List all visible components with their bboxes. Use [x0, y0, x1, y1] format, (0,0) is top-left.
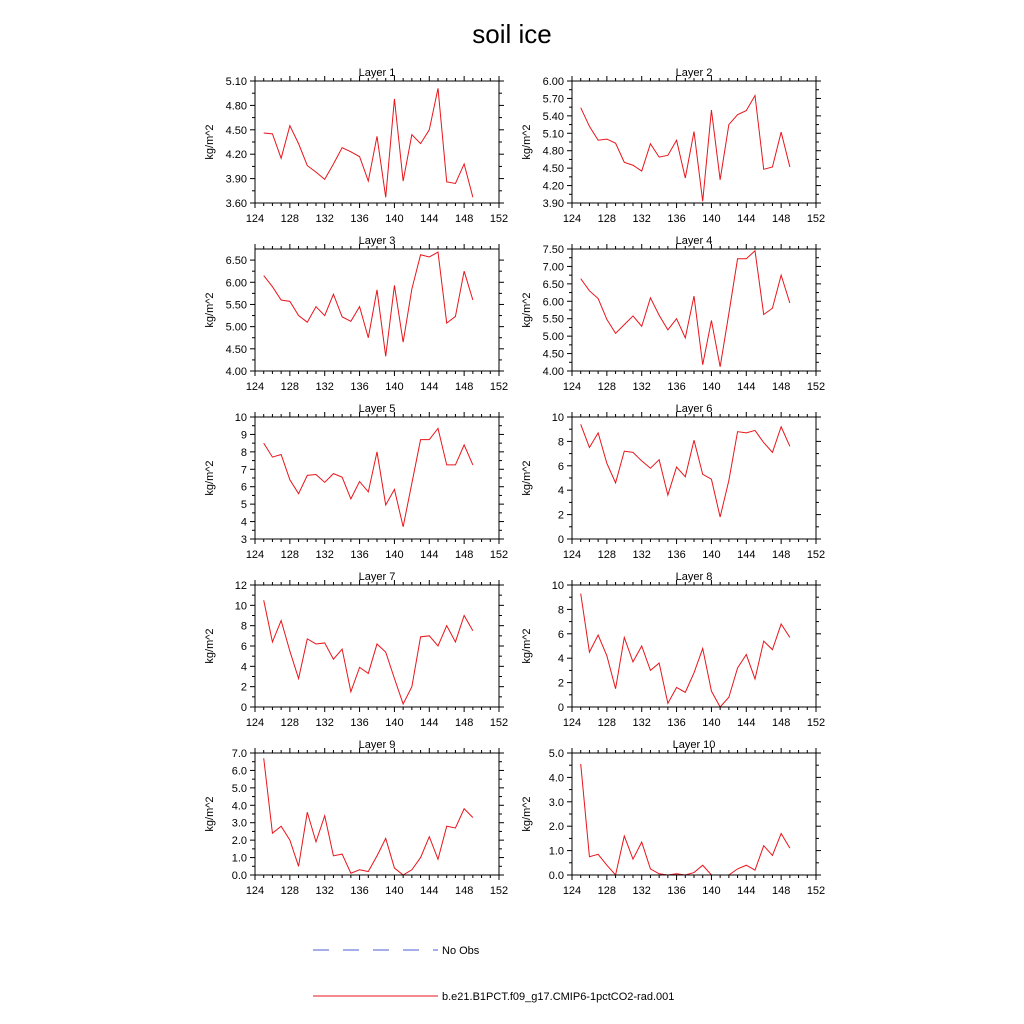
- x-tick-label: 124: [562, 717, 582, 729]
- series-line-layer-4: [581, 251, 790, 367]
- panel-title-layer-1: Layer 1: [358, 67, 396, 79]
- y-tick-label: 5.40: [542, 110, 564, 123]
- y-tick-label: 7.50: [542, 244, 564, 256]
- y-tick-label: 7.0: [231, 748, 247, 760]
- x-tick-label: 152: [489, 885, 509, 897]
- y-tick-label: 6: [240, 481, 247, 494]
- y-tick-label: 2: [557, 677, 564, 690]
- plot-frame-layer-2: [572, 81, 816, 203]
- y-tick-label: 6.00: [542, 76, 564, 88]
- x-tick-label: 136: [667, 549, 686, 561]
- x-tick-label: 152: [489, 381, 509, 393]
- x-tick-label: 144: [737, 549, 756, 561]
- y-tick-label: 8: [240, 446, 247, 459]
- x-tick-label: 140: [385, 717, 404, 729]
- panel-title-layer-2: Layer 2: [675, 67, 713, 79]
- x-tick-label: 128: [280, 213, 300, 225]
- plot-frame-layer-5: [255, 417, 499, 539]
- x-tick-label: 140: [702, 885, 721, 897]
- x-tick-label: 144: [420, 213, 439, 225]
- x-tick-label: 148: [454, 717, 474, 729]
- y-tick-label: 0.0: [231, 870, 247, 882]
- x-tick-label: 144: [420, 885, 439, 897]
- x-tick-label: 124: [562, 549, 582, 561]
- x-tick-label: 128: [280, 717, 300, 729]
- x-tick-label: 128: [597, 717, 617, 729]
- x-tick-label: 132: [315, 549, 334, 561]
- panel-layer-8: [521, 571, 825, 729]
- x-tick-label: 152: [806, 717, 826, 729]
- x-tick-label: 144: [737, 885, 756, 897]
- x-tick-label: 152: [489, 213, 509, 225]
- panel-layer-1: [204, 67, 508, 225]
- x-tick-label: 148: [771, 717, 791, 729]
- plot-frame-layer-8: [572, 585, 816, 707]
- y-axis-label-layer-5: kg/m^2: [204, 460, 216, 496]
- panel-title-layer-8: Layer 8: [675, 571, 713, 583]
- y-tick-label: 4.0: [548, 772, 564, 785]
- y-tick-label: 7.00: [542, 261, 564, 274]
- y-tick-label: 1.0: [548, 845, 564, 858]
- x-tick-label: 128: [597, 549, 617, 561]
- y-tick-label: 4.00: [225, 366, 247, 378]
- panel-layer-6: [521, 403, 825, 561]
- panel-layer-9: [204, 739, 508, 897]
- x-tick-label: 144: [737, 381, 756, 393]
- x-tick-label: 128: [597, 381, 617, 393]
- y-tick-label: 6.0: [231, 765, 247, 778]
- y-tick-label: 3.0: [548, 796, 564, 809]
- x-tick-label: 136: [667, 213, 686, 225]
- panel-layer-10: [521, 739, 825, 897]
- x-tick-label: 152: [806, 549, 826, 561]
- y-tick-label: 4.80: [225, 100, 247, 113]
- y-tick-label: 0: [557, 534, 564, 546]
- y-tick-label: 4.50: [542, 348, 564, 361]
- x-tick-label: 140: [702, 213, 721, 225]
- panel-layer-5: [204, 403, 508, 561]
- y-tick-label: 5.0: [231, 782, 247, 795]
- x-tick-label: 144: [420, 549, 439, 561]
- x-tick-label: 132: [315, 885, 334, 897]
- panel-layer-2: [521, 67, 825, 225]
- x-tick-label: 152: [806, 381, 826, 393]
- y-tick-label: 10: [234, 412, 247, 424]
- x-tick-label: 148: [771, 885, 791, 897]
- y-tick-label: 5.50: [225, 299, 247, 312]
- y-tick-label: 6.50: [542, 278, 564, 291]
- x-tick-label: 124: [245, 549, 265, 561]
- y-tick-label: 2: [557, 509, 564, 522]
- y-tick-label: 4.00: [542, 366, 564, 378]
- panel-title-layer-3: Layer 3: [358, 235, 396, 247]
- y-tick-label: 8: [557, 436, 564, 449]
- x-tick-label: 140: [702, 381, 721, 393]
- x-tick-label: 136: [350, 549, 369, 561]
- x-tick-label: 140: [385, 213, 404, 225]
- y-tick-label: 6.50: [225, 255, 247, 268]
- x-tick-label: 140: [702, 717, 721, 729]
- legend-no-obs-label: No Obs: [442, 945, 480, 957]
- x-tick-label: 132: [315, 381, 334, 393]
- y-tick-label: 5.00: [225, 321, 247, 334]
- panel-layer-3: [204, 235, 508, 393]
- x-tick-label: 124: [245, 885, 265, 897]
- plot-frame-layer-10: [572, 753, 816, 875]
- y-tick-label: 4.50: [225, 343, 247, 356]
- series-line-layer-3: [264, 252, 473, 356]
- x-tick-label: 144: [420, 381, 439, 393]
- x-tick-label: 128: [280, 381, 300, 393]
- x-tick-label: 132: [632, 549, 651, 561]
- plot-frame-layer-4: [572, 249, 816, 371]
- x-tick-label: 136: [350, 885, 369, 897]
- series-line-layer-5: [264, 428, 473, 526]
- y-axis-label-layer-1: kg/m^2: [204, 124, 216, 160]
- x-tick-label: 140: [385, 885, 404, 897]
- panel-layer-7: [204, 571, 508, 729]
- x-tick-label: 140: [385, 549, 404, 561]
- y-tick-label: 3.90: [542, 198, 564, 210]
- y-tick-label: 0.0: [548, 870, 564, 882]
- x-tick-label: 144: [737, 717, 756, 729]
- x-tick-label: 128: [280, 549, 300, 561]
- plot-frame-layer-6: [572, 417, 816, 539]
- series-line-layer-8: [581, 594, 790, 707]
- x-tick-label: 132: [315, 717, 334, 729]
- y-tick-label: 4.80: [542, 145, 564, 158]
- x-tick-label: 136: [350, 717, 369, 729]
- x-tick-label: 148: [771, 381, 791, 393]
- x-tick-label: 128: [280, 885, 300, 897]
- panel-title-layer-5: Layer 5: [358, 403, 396, 415]
- y-tick-label: 4: [557, 653, 564, 666]
- x-tick-label: 148: [454, 213, 474, 225]
- y-tick-label: 5.10: [225, 76, 247, 88]
- series-line-layer-7: [264, 600, 473, 704]
- panel-title-layer-10: Layer 10: [672, 739, 716, 751]
- y-tick-label: 4.50: [225, 124, 247, 137]
- panel-title-layer-4: Layer 4: [675, 235, 713, 247]
- x-tick-label: 136: [350, 213, 369, 225]
- panel-title-layer-7: Layer 7: [358, 571, 396, 583]
- y-tick-label: 3.0: [231, 817, 247, 830]
- x-tick-label: 148: [454, 885, 474, 897]
- x-tick-label: 124: [245, 381, 265, 393]
- y-tick-label: 10: [234, 600, 247, 613]
- x-tick-label: 148: [771, 213, 791, 225]
- x-tick-label: 132: [632, 717, 651, 729]
- y-axis-label-layer-10: kg/m^2: [521, 796, 533, 832]
- y-axis-label-layer-2: kg/m^2: [521, 124, 533, 160]
- y-tick-label: 8: [557, 604, 564, 617]
- y-tick-label: 5: [240, 499, 247, 512]
- x-tick-label: 132: [632, 213, 651, 225]
- y-tick-label: 2.0: [231, 835, 247, 848]
- x-tick-label: 140: [702, 549, 721, 561]
- series-line-layer-2: [581, 96, 790, 202]
- y-tick-label: 2: [240, 681, 247, 694]
- x-tick-label: 144: [737, 213, 756, 225]
- y-tick-label: 5.00: [542, 331, 564, 344]
- x-tick-label: 148: [454, 549, 474, 561]
- panels-grid: [204, 67, 825, 897]
- y-tick-label: 6: [557, 460, 564, 473]
- y-tick-label: 4: [240, 516, 247, 529]
- x-tick-label: 132: [632, 885, 651, 897]
- plot-frame-layer-7: [255, 585, 499, 707]
- y-axis-label-layer-3: kg/m^2: [204, 292, 216, 328]
- y-tick-label: 5.50: [542, 313, 564, 326]
- x-tick-label: 124: [562, 213, 582, 225]
- x-tick-label: 136: [667, 381, 686, 393]
- y-tick-label: 0: [240, 702, 247, 714]
- x-tick-label: 148: [454, 381, 474, 393]
- x-tick-label: 124: [245, 213, 265, 225]
- legend-model-label: b.e21.B1PCT.f09_g17.CMIP6-1pctCO2-rad.001: [442, 991, 675, 1003]
- x-tick-label: 128: [597, 213, 617, 225]
- y-tick-label: 4.20: [225, 149, 247, 162]
- y-tick-label: 5.0: [548, 748, 564, 760]
- y-axis-label-layer-4: kg/m^2: [521, 292, 533, 328]
- x-tick-label: 152: [489, 717, 509, 729]
- y-tick-label: 6: [557, 628, 564, 641]
- y-tick-label: 12: [234, 580, 247, 592]
- panel-title-layer-6: Layer 6: [675, 403, 713, 415]
- x-tick-label: 132: [632, 381, 651, 393]
- x-tick-label: 152: [489, 549, 509, 561]
- series-line-layer-9: [264, 758, 473, 875]
- y-tick-label: 6.00: [225, 277, 247, 290]
- y-tick-label: 9: [240, 429, 247, 442]
- y-tick-label: 2.0: [548, 821, 564, 834]
- y-tick-label: 5.70: [542, 93, 564, 106]
- y-tick-label: 4.50: [542, 163, 564, 176]
- series-line-layer-6: [581, 424, 790, 517]
- plot-frame-layer-3: [255, 249, 499, 371]
- y-tick-label: 0: [557, 702, 564, 714]
- series-line-layer-1: [264, 88, 473, 197]
- x-tick-label: 128: [597, 885, 617, 897]
- y-tick-label: 3: [240, 534, 247, 546]
- y-tick-label: 4: [557, 485, 564, 498]
- y-tick-label: 10: [551, 412, 564, 424]
- x-tick-label: 152: [806, 885, 826, 897]
- panel-title-layer-9: Layer 9: [358, 739, 396, 751]
- x-tick-label: 136: [350, 381, 369, 393]
- x-tick-label: 132: [315, 213, 334, 225]
- y-axis-label-layer-7: kg/m^2: [204, 628, 216, 664]
- y-axis-label-layer-6: kg/m^2: [521, 460, 533, 496]
- y-tick-label: 4.0: [231, 800, 247, 813]
- x-tick-label: 148: [771, 549, 791, 561]
- y-tick-label: 8: [240, 620, 247, 633]
- panel-layer-4: [521, 235, 825, 393]
- figure-title: soil ice: [472, 19, 552, 49]
- x-tick-label: 136: [667, 717, 686, 729]
- y-axis-label-layer-9: kg/m^2: [204, 796, 216, 832]
- y-tick-label: 1.0: [231, 852, 247, 865]
- y-tick-label: 3.60: [225, 198, 247, 210]
- y-tick-label: 6: [240, 641, 247, 653]
- y-tick-label: 5.10: [542, 128, 564, 141]
- y-tick-label: 6.00: [542, 296, 564, 309]
- y-tick-label: 4: [240, 661, 247, 674]
- series-line-layer-10: [581, 764, 790, 875]
- y-axis-label-layer-8: kg/m^2: [521, 628, 533, 664]
- x-tick-label: 136: [667, 885, 686, 897]
- y-tick-label: 10: [551, 580, 564, 592]
- x-tick-label: 140: [385, 381, 404, 393]
- plot-frame-layer-1: [255, 81, 499, 203]
- x-tick-label: 124: [562, 381, 582, 393]
- x-tick-label: 124: [562, 885, 582, 897]
- x-tick-label: 124: [245, 717, 265, 729]
- y-tick-label: 4.20: [542, 180, 564, 193]
- y-tick-label: 3.90: [225, 173, 247, 186]
- x-tick-label: 152: [806, 213, 826, 225]
- legend: [313, 945, 674, 1003]
- y-tick-label: 7: [240, 464, 247, 477]
- x-tick-label: 144: [420, 717, 439, 729]
